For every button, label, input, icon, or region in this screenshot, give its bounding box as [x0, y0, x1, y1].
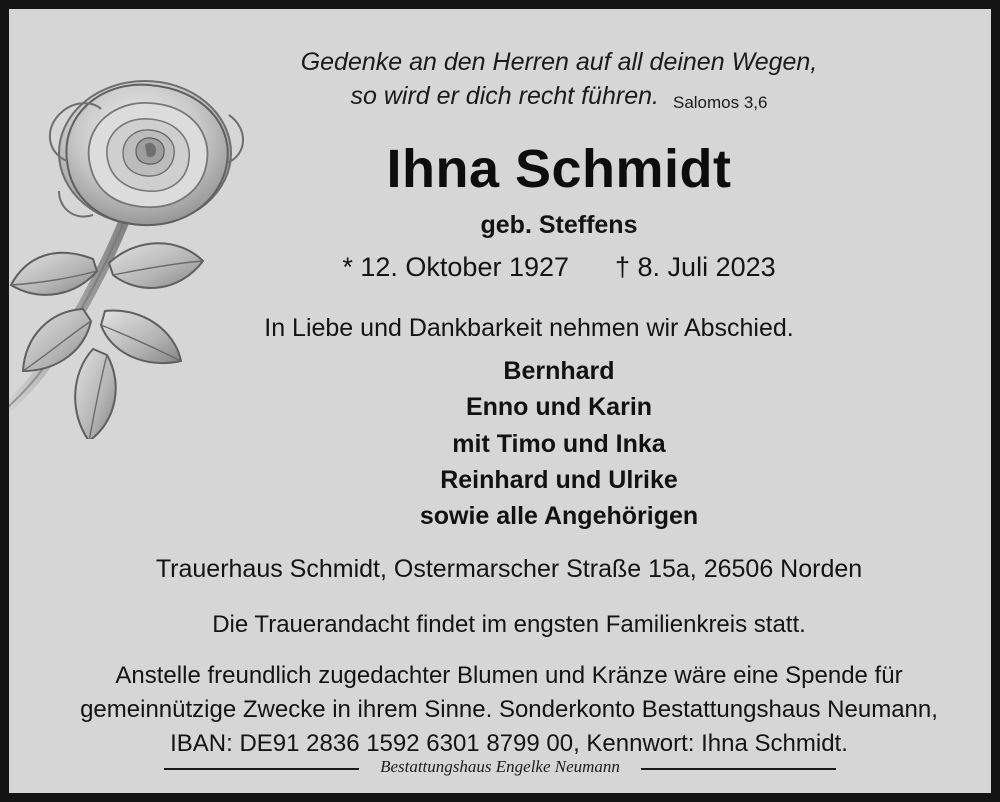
funeral-home-footer: [9, 757, 991, 787]
service-note: Die Trauerandacht findet im engsten Familienkreis statt.: [212, 611, 806, 638]
list-item: sowie alle Angehörigen: [419, 502, 699, 530]
death-date: † 8. Juli 2023: [615, 252, 776, 282]
deceased-name: Ihna Schmidt: [386, 139, 732, 199]
list-item: Reinhard und Ulrike: [440, 465, 678, 494]
divider-right: [641, 768, 836, 770]
farewell-line: In Liebe und Dankbarkeit nehmen wir Abschied.: [264, 314, 794, 342]
list-item: Enno und Karin: [465, 393, 653, 422]
donation-line-3: IBAN: DE91 2836 1592 6301 8799 00, Kennwort: Ihna Schmidt.: [170, 730, 848, 758]
family-list: [189, 353, 929, 534]
donation-line-2: gemeinnützige Zwecke in ihrem Sinne. Sonderkonto Bestattungshaus Neumann,: [80, 696, 938, 724]
verse-line-2: so wird er dich recht führen.: [350, 82, 659, 110]
verse-reference: Salomos 3,6: [672, 93, 768, 112]
life-dates: [189, 252, 929, 283]
donation-line-1: Anstelle freundlich zugedachter Blumen und Kränze wäre eine Spende für: [115, 662, 903, 689]
list-item: mit Timo und Inka: [452, 429, 666, 458]
mourning-house-address: Trauerhaus Schmidt, Ostermarscher Straße 15a, 26506 Norden: [155, 555, 863, 583]
funeral-home-name: Bestattungshaus Engelke Neumann: [380, 757, 620, 776]
verse-line-2-wrap: [209, 79, 909, 113]
deceased-maiden-name: geb. Steffens: [480, 211, 638, 239]
memorial-verse: [209, 45, 909, 113]
verse-line-1: Gedenke an den Herren auf all deinen Wegen,: [300, 48, 818, 76]
obituary-inner: [9, 9, 991, 793]
birth-date: * 12. Oktober 1927: [342, 252, 570, 282]
donation-note: [59, 659, 959, 761]
list-item: Bernhard: [503, 357, 615, 385]
